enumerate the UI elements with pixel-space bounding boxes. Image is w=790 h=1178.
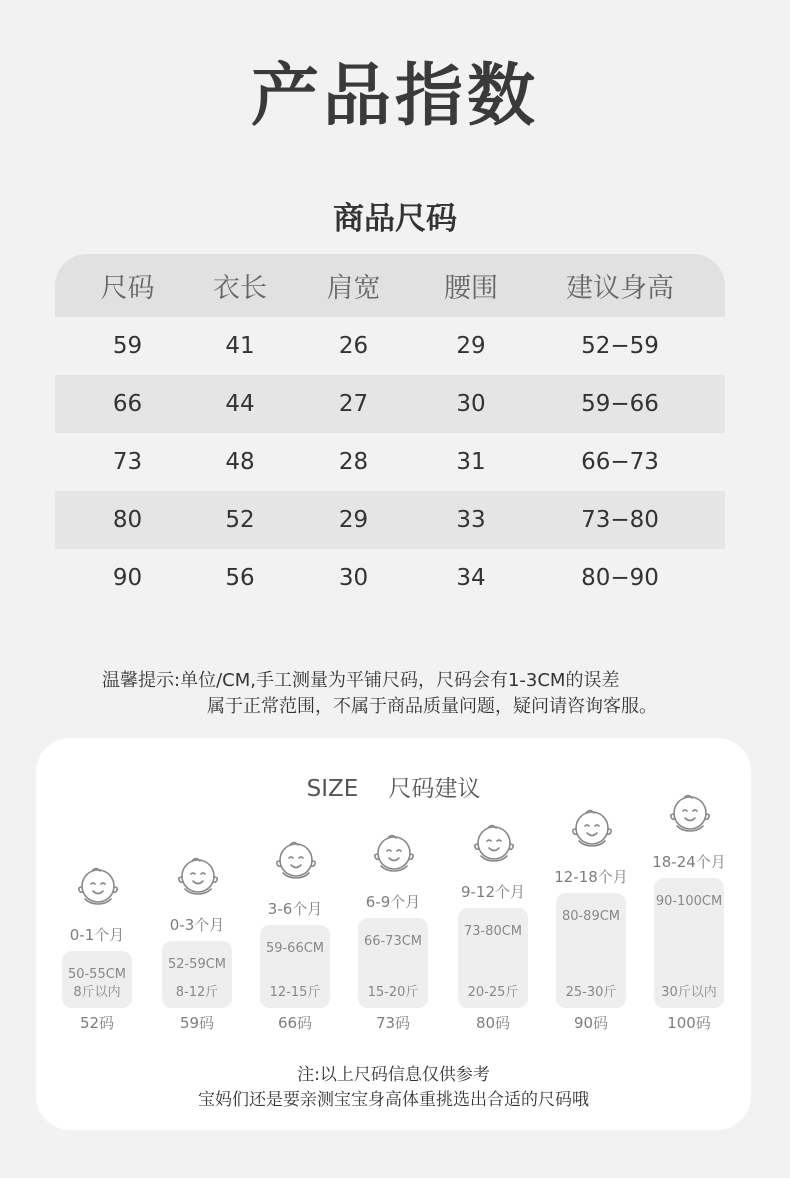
- size-code: 59码: [179, 1014, 215, 1032]
- age-range: 12-18个月: [554, 868, 628, 886]
- height-range: 50-55CM: [67, 967, 127, 982]
- table-cell: 73−80: [581, 507, 659, 533]
- table-cell: 41: [225, 333, 255, 359]
- table-cell: 34: [456, 565, 486, 591]
- age-range: 0-1个月: [69, 926, 125, 944]
- table-cell: 30: [456, 391, 486, 417]
- table-cell: 66−73: [581, 449, 659, 475]
- table-cell: 48: [225, 449, 255, 475]
- table-cell: 29: [338, 507, 369, 533]
- size-guide-title-cn: 尺码建议: [388, 776, 481, 802]
- table-cell: 56: [225, 565, 255, 591]
- table-cell: 30: [338, 565, 369, 591]
- baby-face-icon: [570, 805, 614, 849]
- size-table: [55, 254, 725, 607]
- age-range: 0-3个月: [169, 916, 225, 934]
- size-code: 52码: [79, 1014, 115, 1032]
- baby-face-icon: [372, 830, 416, 874]
- page-title: 产品指数: [250, 57, 539, 136]
- header-size: 尺码: [100, 273, 155, 304]
- baby-face-icon: [668, 790, 712, 834]
- table-row: [55, 433, 725, 491]
- weight-range: 30斤以内: [661, 985, 717, 1000]
- size-code: 73码: [375, 1014, 411, 1032]
- size-box: [62, 951, 132, 1008]
- baby-face-icon: [274, 837, 318, 881]
- age-range: 9-12个月: [460, 883, 526, 901]
- table-row: [55, 549, 725, 607]
- weight-range: 8斤以内: [73, 985, 121, 1000]
- table-cell: 26: [338, 333, 369, 359]
- weight-range: 20-25斤: [467, 985, 519, 1000]
- notice-line-2: 属于正常范围，不属于商品质量问题，疑问请咨询客服。: [207, 696, 657, 717]
- size-box: [162, 941, 232, 1008]
- baby-face-icon: [176, 853, 220, 897]
- height-range: 73-80CM: [463, 924, 523, 939]
- baby-face-icon: [76, 863, 120, 907]
- weight-range: 8-12斤: [175, 985, 219, 1000]
- age-range: 6-9个月: [365, 893, 421, 911]
- size-box: [458, 908, 528, 1008]
- size-box: [358, 918, 428, 1008]
- table-row: [55, 491, 725, 549]
- header-shoulder: 肩宽: [326, 273, 381, 304]
- table-cell: 33: [456, 507, 486, 533]
- size-box: [260, 925, 330, 1008]
- height-range: 80-89CM: [561, 909, 621, 924]
- weight-range: 12-15斤: [269, 985, 321, 1000]
- size-code: 80码: [475, 1014, 511, 1032]
- table-row: [55, 317, 725, 375]
- table-cell: 66: [112, 391, 143, 417]
- age-range: 18-24个月: [652, 853, 726, 871]
- header-height: 建议身高: [566, 273, 674, 304]
- table-cell: 80−90: [581, 565, 659, 591]
- footer-note-1: 注:以上尺码信息仅供参考: [297, 1065, 490, 1085]
- table-row: [55, 375, 725, 433]
- age-range: 3-6个月: [267, 900, 323, 918]
- size-guide-card: [36, 738, 751, 1130]
- table-cell: 28: [338, 449, 369, 475]
- size-box: [556, 893, 626, 1008]
- height-range: 59-66CM: [265, 941, 325, 956]
- size-guide-title-en: SIZE: [306, 776, 359, 802]
- size-code: 90码: [573, 1014, 609, 1032]
- baby-face-icon: [472, 820, 516, 864]
- table-cell: 27: [338, 391, 369, 417]
- table-cell: 29: [456, 333, 486, 359]
- size-table-header: [55, 254, 725, 317]
- header-waist: 腰围: [444, 273, 498, 304]
- table-cell: 59−66: [581, 391, 659, 417]
- table-cell: 44: [225, 391, 255, 417]
- size-table-title: 商品尺码: [333, 201, 457, 237]
- table-cell: 59: [112, 333, 143, 359]
- size-guide-title: [36, 770, 751, 803]
- table-cell: 80: [112, 507, 143, 533]
- table-cell: 52−59: [581, 333, 659, 359]
- height-range: 66-73CM: [363, 934, 423, 949]
- table-cell: 52: [225, 507, 255, 533]
- weight-range: 25-30斤: [565, 985, 617, 1000]
- height-range: 52-59CM: [167, 957, 227, 972]
- weight-range: 15-20斤: [367, 985, 419, 1000]
- footer-note-2: 宝妈们还是要亲测宝宝身高体重挑选出合适的尺码哦: [198, 1090, 589, 1110]
- height-range: 90-100CM: [655, 894, 723, 909]
- table-cell: 90: [112, 565, 143, 591]
- size-code: 100码: [667, 1014, 711, 1032]
- size-code: 66码: [277, 1014, 313, 1032]
- header-length: 衣长: [213, 273, 267, 304]
- table-cell: 31: [456, 449, 486, 475]
- table-cell: 73: [112, 449, 143, 475]
- size-box: [654, 878, 724, 1008]
- notice-line-1: 温馨提示:单位/CM,手工测量为平铺尺码，尺码会有1-3CM的误差: [102, 670, 620, 691]
